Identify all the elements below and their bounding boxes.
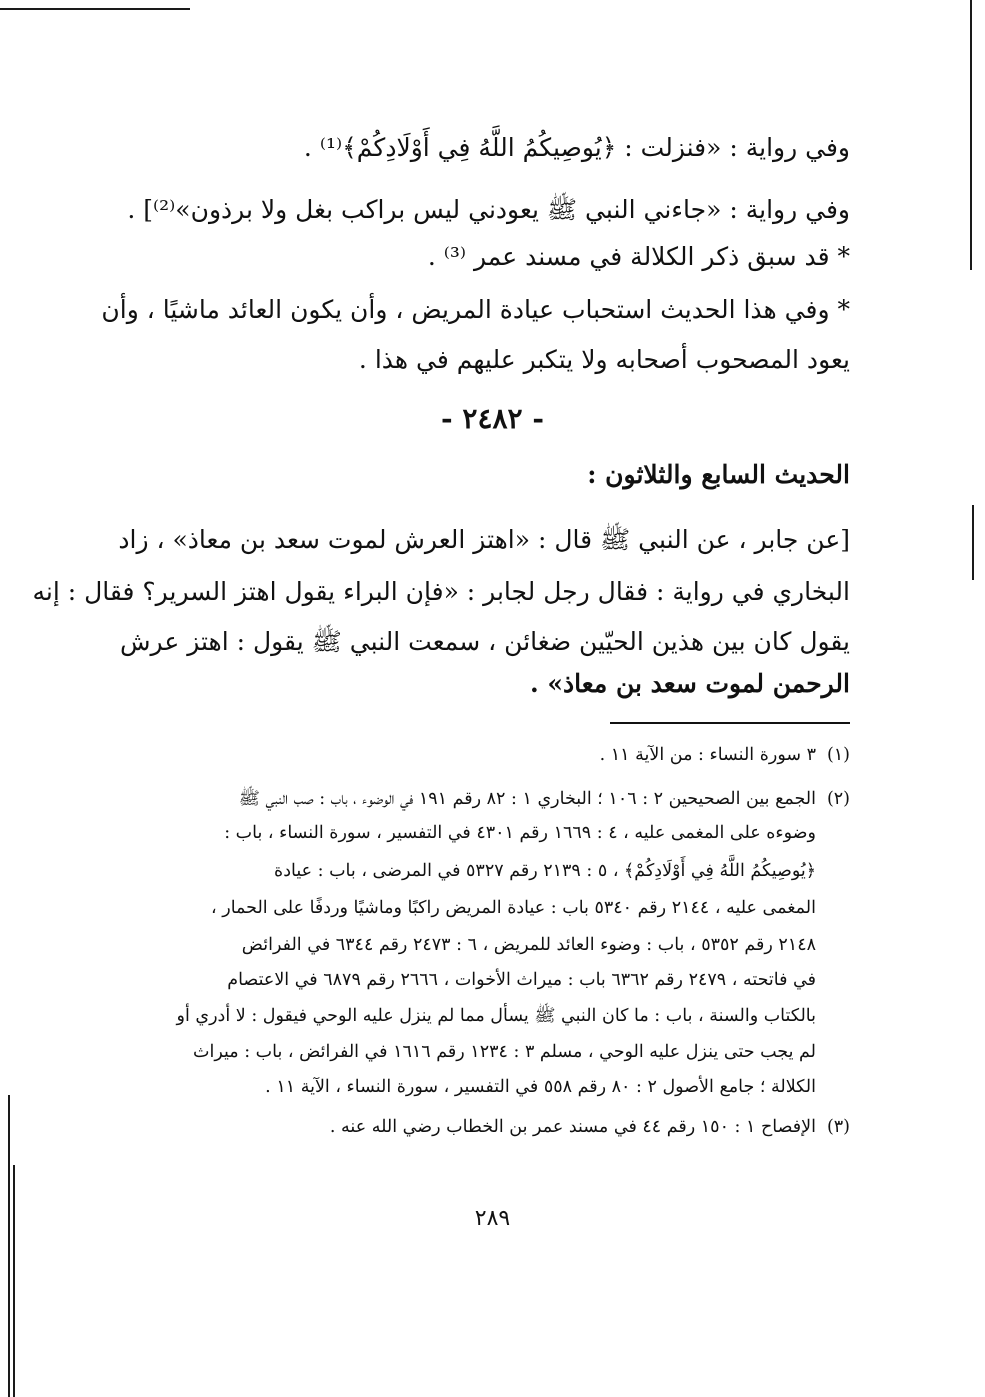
footnote-text: ٣ سورة النساء : من الآية ١١ . <box>599 745 816 765</box>
footnote-text: ﴿يُوصِيكُمُ اللَّهُ فِي أَوْلَادِكُمْ﴾ ، ٥ : ٢١٣٩ رقم ٥٣٢٧ في المرضى ، باب : عيادة <box>274 861 816 881</box>
footnote-text: في فاتحته ، ٢٤٧٩ رقم ٦٣٦٢ باب : ميراث الأخوات ، ٢٦٦٦ رقم ٦٨٧٩ في الاعتصام <box>227 970 816 990</box>
scan-edge-mark-left-b <box>13 1165 15 1397</box>
footnote-separator <box>610 722 850 724</box>
footnote-text: المغمى عليه ، ٢١٤٤ رقم ٥٣٤٠ باب : عيادة المريض راكبًا وماشيًا وردفًا على الحمار ، <box>211 898 816 918</box>
footnote-1 <box>600 740 850 771</box>
page-number: ٢٨٩ <box>474 1206 511 1231</box>
footnote-text: وضوءه على المغمى عليه ، ٤ : ١٦٦٩ رقم ٤٣٠١ في التفسير ، سورة النساء ، باب : <box>224 823 816 843</box>
footnote-text: الإفصاح ١ : ١٥٠ رقم ٤٤ في مسند عمر بن الخطاب رضي الله عنه . <box>329 1117 816 1137</box>
footnote-number: (٣) <box>826 1117 850 1137</box>
footnote-text: ٢١٤٨ رقم ٥٣٥٢ ، باب : وضوء العائد للمريض ، ٦ : ٢٤٧٣ رقم ٦٣٤٤ في الفرائض <box>241 935 816 955</box>
hadith-text-line: [عن جابر ، عن النبي ﷺ قال : «اهتز العرش لموت سعد بن معاذ» ، زاد <box>118 525 850 554</box>
section-heading: الحديث السابع والثلاثون : <box>587 460 850 489</box>
commentary-note: * قد سبق ذكر الكلالة في مسند عمر ⁽³⁾ . <box>427 242 850 271</box>
hadith-number: - ٢٤٨٢ - <box>441 402 544 435</box>
footnote-number: (٢) <box>826 789 850 809</box>
footnote-text: بالكتاب والسنة ، باب : ما كان النبي ﷺ يسأل مما لم ينزل عليه الوحي فيقول : لا أدري أو <box>176 1006 816 1026</box>
commentary-line: * وفي هذا الحديث استحباب عيادة المريض ، وأن يكون العائد ماشيًا ، وأن <box>101 295 850 324</box>
footnote-2 <box>239 784 850 815</box>
scan-edge-mark-top <box>0 8 190 10</box>
scan-edge-mark-right-top <box>970 0 972 270</box>
footnote-number: (١) <box>826 745 850 765</box>
footnote-text: الكلالة ؛ جامع الأصول ٢ : ٨٠ رقم ٥٥٨ في التفسير ، سورة النساء ، الآية ١١ . <box>265 1077 816 1097</box>
footnote-text: لم يجب حتى ينزل عليه الوحي ، مسلم ٣ : ١٢٣٤ رقم ١٦١٦ في الفرائض ، باب : ميراث <box>193 1042 816 1062</box>
scan-edge-mark-left-a <box>8 1095 10 1397</box>
narration-line: وفي رواية : «فنزلت : ﴿يُوصِيكُمُ اللَّهُ فِي أَوْلَادِكُمْ﴾⁽¹⁾ . <box>303 133 850 162</box>
hadith-text-line: الرحمن لموت سعد بن معاذ» . <box>530 669 850 698</box>
commentary-line: يعود المصحوب أصحابه ولا يتكبر عليهم في هذا . <box>358 345 850 374</box>
footnote-text: الجمع بين الصحيحين ٢ : ١٠٦ ؛ البخاري ١ : ٨٢ رقم ١٩١ في الوضوء ، باب : صب النبي ﷺ <box>238 789 816 809</box>
scan-edge-mark-right-mid <box>972 505 974 580</box>
narration-line: وفي رواية : «جاءني النبي ﷺ يعودني ليس براكب بغل ولا برذون»⁽²⁾] . <box>127 195 850 224</box>
footnote-3 <box>330 1112 850 1143</box>
hadith-text-line: يقول كان بين هذين الحيّين ضغائن ، سمعت النبي ﷺ يقول : اهتز عرش <box>120 627 850 656</box>
hadith-text-line: البخاري في رواية : فقال رجل لجابر : «فإن البراء يقول اهتز السرير؟ فقال : إنه <box>32 577 850 606</box>
